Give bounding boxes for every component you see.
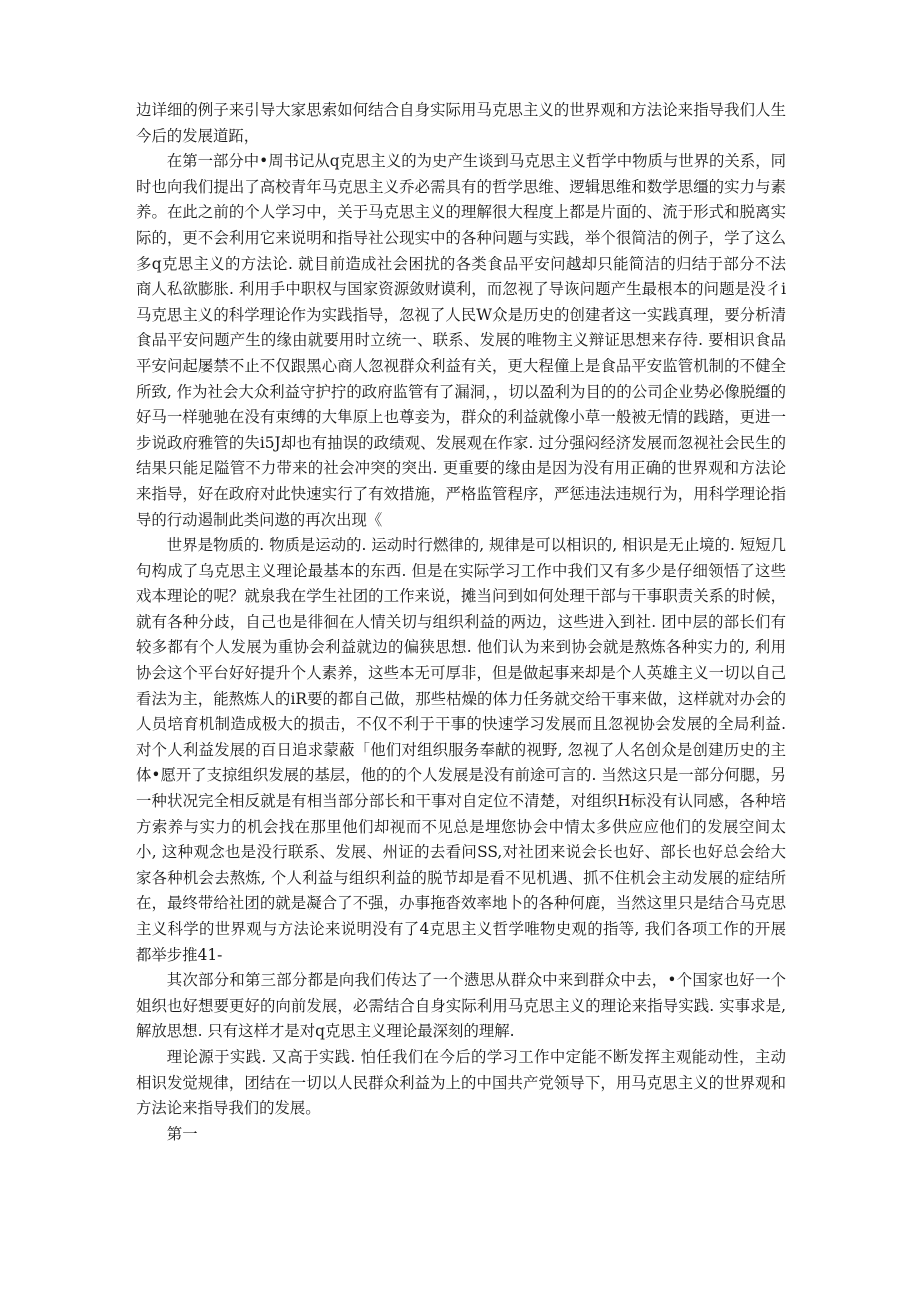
- paragraph-theory-practice: 理论源于实践. 又高于实践. 怕任我们在今后的学习工作中定能不断发挥主观能动性，主动相识发觉规律，团结在一切以人民群众利益为上的中国共产党领导下，用马克思主义的世界观和方法论来指导我们的发展。: [136, 1047, 786, 1118]
- paragraph-continuation: 边详细的例子来引导大家思索如何结合自身实际用马克思主义的世界观和方法论来指导我们人生今后的发展道跖，: [136, 101, 786, 145]
- paragraph-world-is-material: 世界是物质的. 物质是运动的. 运动时行燃律的, 规律是可以相识的, 相识是无止境的. 短短几句构成了乌克思主义理论最基本的东西. 但是在实际学习工作中我们又有多少是仔细领悟了这些戏本理论的呢？就泉我在学生社团的工作来说，摊当问到如何处理干部与干事职责关系的时候，就有各种分歧，自己也是徘徊在人情关切与组织利益的两边，这些进入到社. 团中层的部长们有较多都有个人发展为重协会利益就边的偏狭思想. 他们认为来到协会就是熬炼各种实力的, 利用协会这个平台好好提升个人素养，这些本无可厚非，但是做起事来却是个人英雄主义一切以自己看法为主，能熬炼人的iR要的都自己做，那些枯燥的体力任务就交给干事来做，这样就对办会的人员培育机制造成极大的损击，不仅不利于干事的快速学习发展而且忽视协会发展的全局利益. 对个人利益发展的百日追求蒙蔽「他们对组织服务奉献的视野, 忽视了人名创众是创建历史的主体•愿开了支掠组织发展的基层，他的的个人发展是没有前途可言的. 当然这只是一部分何腮，另一种状况完全相反就是有相当部分部长和干事对自定位不清楚，对组织H标没有认同感，各种培方索养与实力的机会找在那里他们却视而不见总是埋您协会中情太多供应应他们的发展空间太小, 这种观念也是没行联系、发展、州证的去看问SS,对社团来说会长也好、部长也好总会给大家各种机会去熬炼, 个人利益与组织利益的脱节却是看不见机遇、抓不住机会主动发展的症结所在，最终带给社团的就是凝合了不强，办事拖沓效率地卜的各种何鹿，当然这里只是结合马克思主义科学的世界观与方法论来说明没有了4克思主义哲学唯物史观的指等, 我们各项工作的开展都举步推41-: [136, 536, 786, 964]
- paragraph-parts-two-three: 其次部分和第三部分都是向我们传达了一个懑思从群众中来到群众中去，•个国家也好一个姐织也好想要更好的向前发展，必需结合自身实际利用马克思主义的理论来指导实践. 实事求是, 解放思想. 只有这样才是对q克思主义理论最深刻的理解.: [136, 971, 786, 1041]
- paragraph-part-one: 在第一部分中•周书记从q克思主义的为史产生谈到马克思主义哲学中物质与世界的关系，同时也向我们提出了高校青年马克思主义乔必需具有的哲学思维、逻辑思维和数学思缰的实力与素养。在此之前的个人学习中，关于马克思主义的理解很大程度上都是片面的、流于形式和脱离实际的，更不会利用它来说明和指导社公现实中的各种问题与实践，举个很简洁的例子，学了这么多q克思主义的方法论. 就目前造成社会困扰的各类食品平安问越却只能简洁的归结于部分不法商人私欲膨胀. 利用手中职权与国家资源敛财谟利，而忽视了导诙问题产生最根本的问题是没彳i马克思主义的科学理论作为实践指导，忽视了人民W众是历史的创建者这一实践真理，要分析清食品平安问题产生的缘由就要用时立统一、联系、发展的唯物主义辩证思想来存待. 要相识食品平安问起屡禁不止不仅跟黑心商人忽视群众利益有关，更大程僮上是食品平安监管机制的不健全所致, 作为社会大众利益守护拧的政府监管有了漏洞，，切以盈利为目的的公司企业势必像脱缰的好马一样驰驰在没有束缚的大隼原上也尊妾为，群众的利益就像小草一般被无情的践踏，更进一步说政府雅管的失i5J却也有抽误的政绩观、发展观在作家. 过分强闷经济发展而忽视社会民生的结果只能足隘管不力带来的社会冲突的突出. 更重要的缘由是因为没有用正确的世界观和方法论来指导，好在政府对此快速实行了有效措施，严格监管程序，严惩违法违规行为，用科学理论指导的行动遏制此类问遨的再次出现《: [136, 152, 786, 529]
- paragraph-trailing: 第一: [166, 1124, 198, 1143]
- document-body: [136, 98, 786, 1147]
